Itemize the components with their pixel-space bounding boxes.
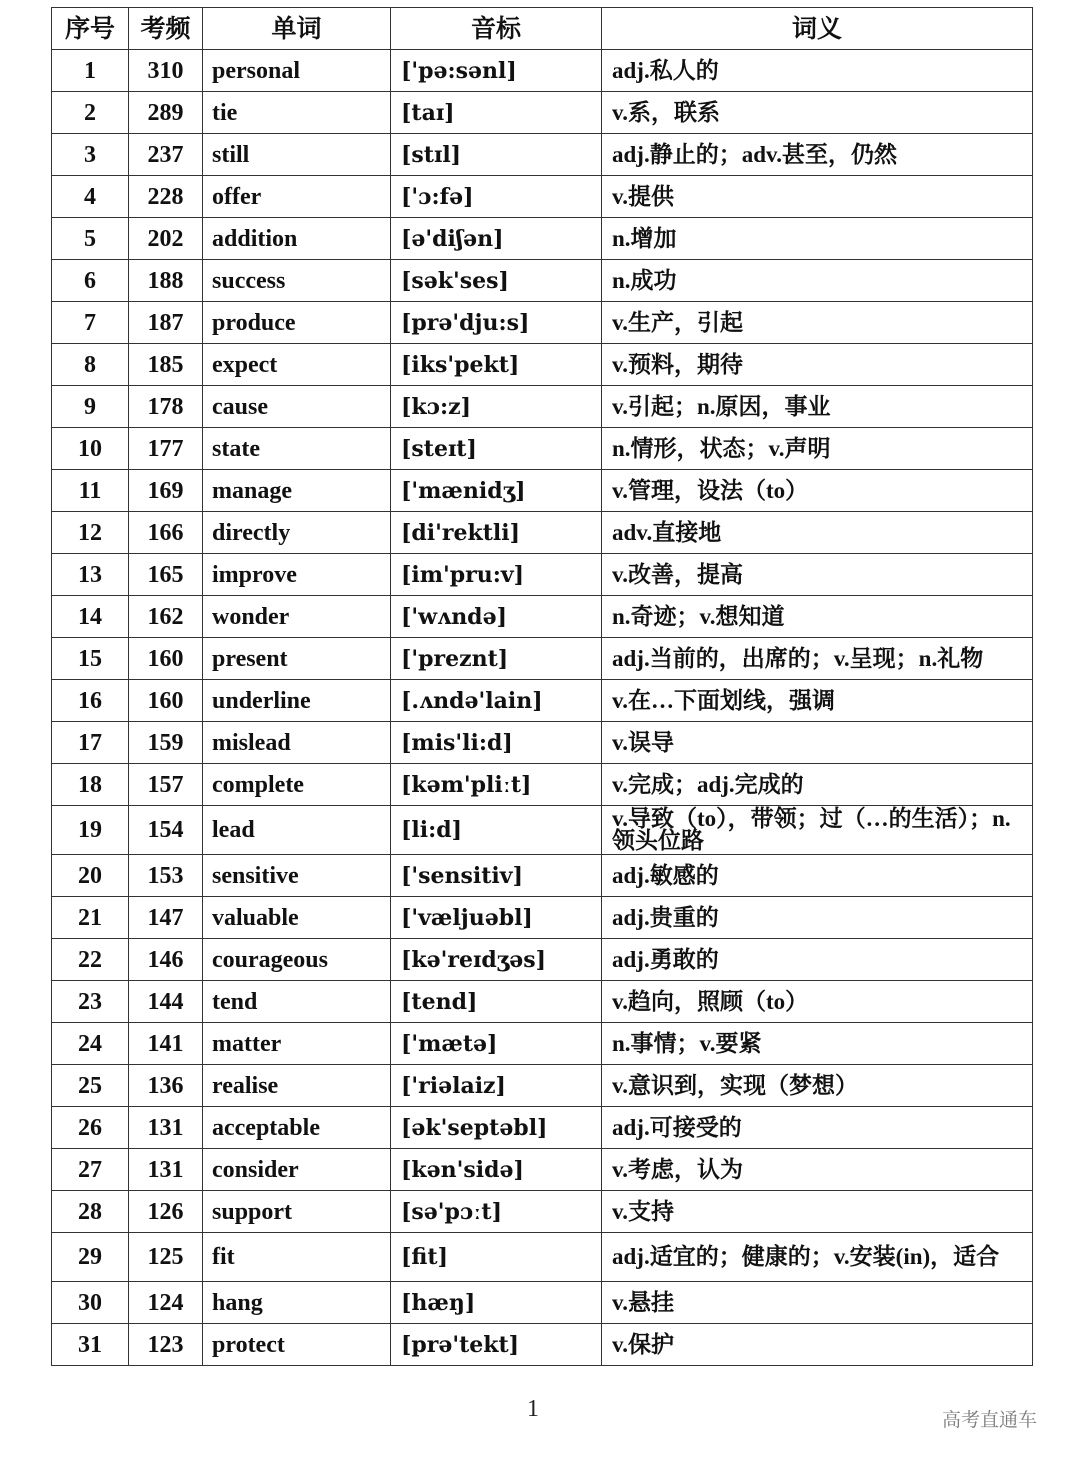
cell-meaning: v.导致（to），带领；过（…的生活）；n.领头位路 [602, 806, 1033, 855]
page-number: 1 [527, 1396, 539, 1422]
cell-meaning: adj.贵重的 [602, 897, 1033, 939]
cell-word: mislead [203, 722, 391, 764]
cell-no: 12 [52, 512, 129, 554]
cell-word: success [203, 260, 391, 302]
cell-no: 31 [52, 1324, 129, 1366]
table-row [52, 1023, 1033, 1065]
cell-word: underline [203, 680, 391, 722]
cell-no: 1 [52, 50, 129, 92]
cell-no: 13 [52, 554, 129, 596]
cell-freq: 147 [129, 897, 203, 939]
table-row [52, 512, 1033, 554]
vocabulary-table [51, 7, 1033, 1366]
cell-no: 26 [52, 1107, 129, 1149]
cell-ipa: ['wʌndə] [391, 596, 602, 638]
table-row [52, 1324, 1033, 1366]
cell-no: 15 [52, 638, 129, 680]
cell-no: 29 [52, 1233, 129, 1282]
cell-ipa: [sək'ses] [391, 260, 602, 302]
header-freq: 考频 [129, 8, 203, 50]
cell-word: complete [203, 764, 391, 806]
cell-ipa: [im'pru:v] [391, 554, 602, 596]
cell-meaning: v.考虑，认为 [602, 1149, 1033, 1191]
table-row [52, 302, 1033, 344]
table-row [52, 1282, 1033, 1324]
cell-ipa: [kən'sidə] [391, 1149, 602, 1191]
table-row [52, 260, 1033, 302]
cell-no: 30 [52, 1282, 129, 1324]
cell-no: 20 [52, 855, 129, 897]
table-row [52, 897, 1033, 939]
cell-meaning: v.支持 [602, 1191, 1033, 1233]
cell-ipa: ['sensitiv] [391, 855, 602, 897]
cell-meaning: v.在…下面划线，强调 [602, 680, 1033, 722]
cell-word: improve [203, 554, 391, 596]
cell-no: 4 [52, 176, 129, 218]
table-row [52, 50, 1033, 92]
cell-ipa: [ək'septəbl] [391, 1107, 602, 1149]
cell-freq: 131 [129, 1149, 203, 1191]
cell-meaning: n.成功 [602, 260, 1033, 302]
header-row [52, 8, 1033, 50]
header-no: 序号 [52, 8, 129, 50]
cell-freq: 188 [129, 260, 203, 302]
cell-freq: 310 [129, 50, 203, 92]
cell-ipa: [di'rektli] [391, 512, 602, 554]
cell-word: still [203, 134, 391, 176]
table-row [52, 638, 1033, 680]
cell-word: directly [203, 512, 391, 554]
cell-ipa: [mis'li:d] [391, 722, 602, 764]
cell-word: consider [203, 1149, 391, 1191]
cell-ipa: ['pə:sənl] [391, 50, 602, 92]
cell-ipa: [li:d] [391, 806, 602, 855]
cell-no: 2 [52, 92, 129, 134]
cell-freq: 185 [129, 344, 203, 386]
cell-meaning: n.事情；v.要紧 [602, 1023, 1033, 1065]
table-row [52, 218, 1033, 260]
cell-ipa: [hæŋ] [391, 1282, 602, 1324]
cell-freq: 160 [129, 680, 203, 722]
cell-meaning: adj.私人的 [602, 50, 1033, 92]
cell-ipa: [prə'dju:s] [391, 302, 602, 344]
cell-word: acceptable [203, 1107, 391, 1149]
cell-ipa: ['ɔ:fə] [391, 176, 602, 218]
table-row [52, 1065, 1033, 1107]
header-meaning: 词义 [602, 8, 1033, 50]
cell-no: 8 [52, 344, 129, 386]
cell-ipa: [sə'pɔːt] [391, 1191, 602, 1233]
cell-no: 21 [52, 897, 129, 939]
cell-word: produce [203, 302, 391, 344]
cell-word: present [203, 638, 391, 680]
cell-no: 10 [52, 428, 129, 470]
cell-no: 23 [52, 981, 129, 1023]
cell-word: hang [203, 1282, 391, 1324]
table-row [52, 470, 1033, 512]
table-row [52, 344, 1033, 386]
cell-no: 18 [52, 764, 129, 806]
cell-word: matter [203, 1023, 391, 1065]
cell-meaning: v.引起；n.原因，事业 [602, 386, 1033, 428]
cell-no: 16 [52, 680, 129, 722]
cell-no: 11 [52, 470, 129, 512]
cell-ipa: [tend] [391, 981, 602, 1023]
cell-ipa: [kɔ:z] [391, 386, 602, 428]
cell-meaning: n.情形，状态；v.声明 [602, 428, 1033, 470]
cell-no: 17 [52, 722, 129, 764]
cell-ipa: [kə'reɪdʒəs] [391, 939, 602, 981]
cell-meaning: adj.可接受的 [602, 1107, 1033, 1149]
table-row [52, 722, 1033, 764]
cell-word: valuable [203, 897, 391, 939]
cell-freq: 141 [129, 1023, 203, 1065]
table-row [52, 764, 1033, 806]
table-row [52, 386, 1033, 428]
cell-ipa: ['væljuəbl] [391, 897, 602, 939]
cell-ipa: [steɪt] [391, 428, 602, 470]
cell-freq: 153 [129, 855, 203, 897]
cell-freq: 136 [129, 1065, 203, 1107]
cell-freq: 162 [129, 596, 203, 638]
table-row [52, 806, 1033, 855]
cell-meaning: v.改善，提高 [602, 554, 1033, 596]
table-row [52, 1149, 1033, 1191]
table-row [52, 596, 1033, 638]
cell-word: fit [203, 1233, 391, 1282]
cell-freq: 237 [129, 134, 203, 176]
cell-freq: 126 [129, 1191, 203, 1233]
cell-meaning: v.系，联系 [602, 92, 1033, 134]
cell-ipa: [prə'tekt] [391, 1324, 602, 1366]
table-row [52, 1233, 1033, 1282]
cell-meaning: adj.适宜的；健康的；v.安装(in)，适合 [602, 1233, 1033, 1282]
cell-no: 25 [52, 1065, 129, 1107]
cell-word: realise [203, 1065, 391, 1107]
cell-word: sensitive [203, 855, 391, 897]
cell-word: manage [203, 470, 391, 512]
cell-no: 9 [52, 386, 129, 428]
cell-word: tend [203, 981, 391, 1023]
cell-word: addition [203, 218, 391, 260]
cell-meaning: n.增加 [602, 218, 1033, 260]
cell-meaning: v.悬挂 [602, 1282, 1033, 1324]
cell-meaning: v.生产，引起 [602, 302, 1033, 344]
table-row [52, 981, 1033, 1023]
cell-word: tie [203, 92, 391, 134]
table-row [52, 680, 1033, 722]
cell-ipa: [taɪ] [391, 92, 602, 134]
cell-freq: 131 [129, 1107, 203, 1149]
cell-word: courageous [203, 939, 391, 981]
cell-no: 14 [52, 596, 129, 638]
table-row [52, 92, 1033, 134]
cell-no: 24 [52, 1023, 129, 1065]
cell-word: offer [203, 176, 391, 218]
cell-word: protect [203, 1324, 391, 1366]
cell-no: 19 [52, 806, 129, 855]
cell-freq: 169 [129, 470, 203, 512]
cell-ipa: ['mænidʒ] [391, 470, 602, 512]
cell-no: 28 [52, 1191, 129, 1233]
cell-ipa: ['riəlaiz] [391, 1065, 602, 1107]
cell-ipa: [kəm'pliːt] [391, 764, 602, 806]
cell-ipa: [ə'diʃən] [391, 218, 602, 260]
cell-freq: 228 [129, 176, 203, 218]
table-row [52, 134, 1033, 176]
cell-freq: 160 [129, 638, 203, 680]
cell-meaning: adj.当前的，出席的；v.呈现；n.礼物 [602, 638, 1033, 680]
cell-freq: 159 [129, 722, 203, 764]
header-ipa: 音标 [391, 8, 602, 50]
cell-freq: 146 [129, 939, 203, 981]
cell-meaning: v.提供 [602, 176, 1033, 218]
cell-no: 7 [52, 302, 129, 344]
cell-word: support [203, 1191, 391, 1233]
table-row [52, 855, 1033, 897]
cell-meaning: v.预料，期待 [602, 344, 1033, 386]
cell-meaning: adv.直接地 [602, 512, 1033, 554]
cell-freq: 154 [129, 806, 203, 855]
cell-ipa: [.ʌndə'lain] [391, 680, 602, 722]
cell-ipa: [iks'pekt] [391, 344, 602, 386]
cell-freq: 202 [129, 218, 203, 260]
cell-word: state [203, 428, 391, 470]
cell-freq: 124 [129, 1282, 203, 1324]
cell-ipa: [stɪl] [391, 134, 602, 176]
cell-freq: 166 [129, 512, 203, 554]
cell-meaning: v.意识到，实现（梦想） [602, 1065, 1033, 1107]
table-row [52, 176, 1033, 218]
cell-freq: 125 [129, 1233, 203, 1282]
cell-ipa: [fit] [391, 1233, 602, 1282]
cell-ipa: ['mætə] [391, 1023, 602, 1065]
cell-word: lead [203, 806, 391, 855]
cell-meaning: v.完成；adj.完成的 [602, 764, 1033, 806]
cell-word: personal [203, 50, 391, 92]
cell-freq: 178 [129, 386, 203, 428]
cell-meaning: v.趋向，照顾（to） [602, 981, 1033, 1023]
table-row [52, 1107, 1033, 1149]
table-body [52, 50, 1033, 1366]
cell-meaning: adj.勇敢的 [602, 939, 1033, 981]
cell-meaning: adj.敏感的 [602, 855, 1033, 897]
cell-word: wonder [203, 596, 391, 638]
cell-no: 6 [52, 260, 129, 302]
cell-freq: 123 [129, 1324, 203, 1366]
table-row [52, 939, 1033, 981]
cell-meaning: v.管理，设法（to） [602, 470, 1033, 512]
watermark-text: 高考直通车 [942, 1409, 1038, 1431]
cell-no: 22 [52, 939, 129, 981]
cell-word: cause [203, 386, 391, 428]
cell-freq: 144 [129, 981, 203, 1023]
cell-freq: 157 [129, 764, 203, 806]
cell-meaning: v.误导 [602, 722, 1033, 764]
cell-meaning: v.保护 [602, 1324, 1033, 1366]
cell-freq: 289 [129, 92, 203, 134]
cell-freq: 165 [129, 554, 203, 596]
table-row [52, 428, 1033, 470]
cell-word: expect [203, 344, 391, 386]
cell-freq: 177 [129, 428, 203, 470]
table-row [52, 554, 1033, 596]
cell-meaning: n.奇迹；v.想知道 [602, 596, 1033, 638]
cell-freq: 187 [129, 302, 203, 344]
table-row [52, 1191, 1033, 1233]
cell-meaning: adj.静止的；adv.甚至，仍然 [602, 134, 1033, 176]
cell-no: 27 [52, 1149, 129, 1191]
cell-no: 5 [52, 218, 129, 260]
header-word: 单词 [203, 8, 391, 50]
cell-no: 3 [52, 134, 129, 176]
cell-ipa: ['preznt] [391, 638, 602, 680]
